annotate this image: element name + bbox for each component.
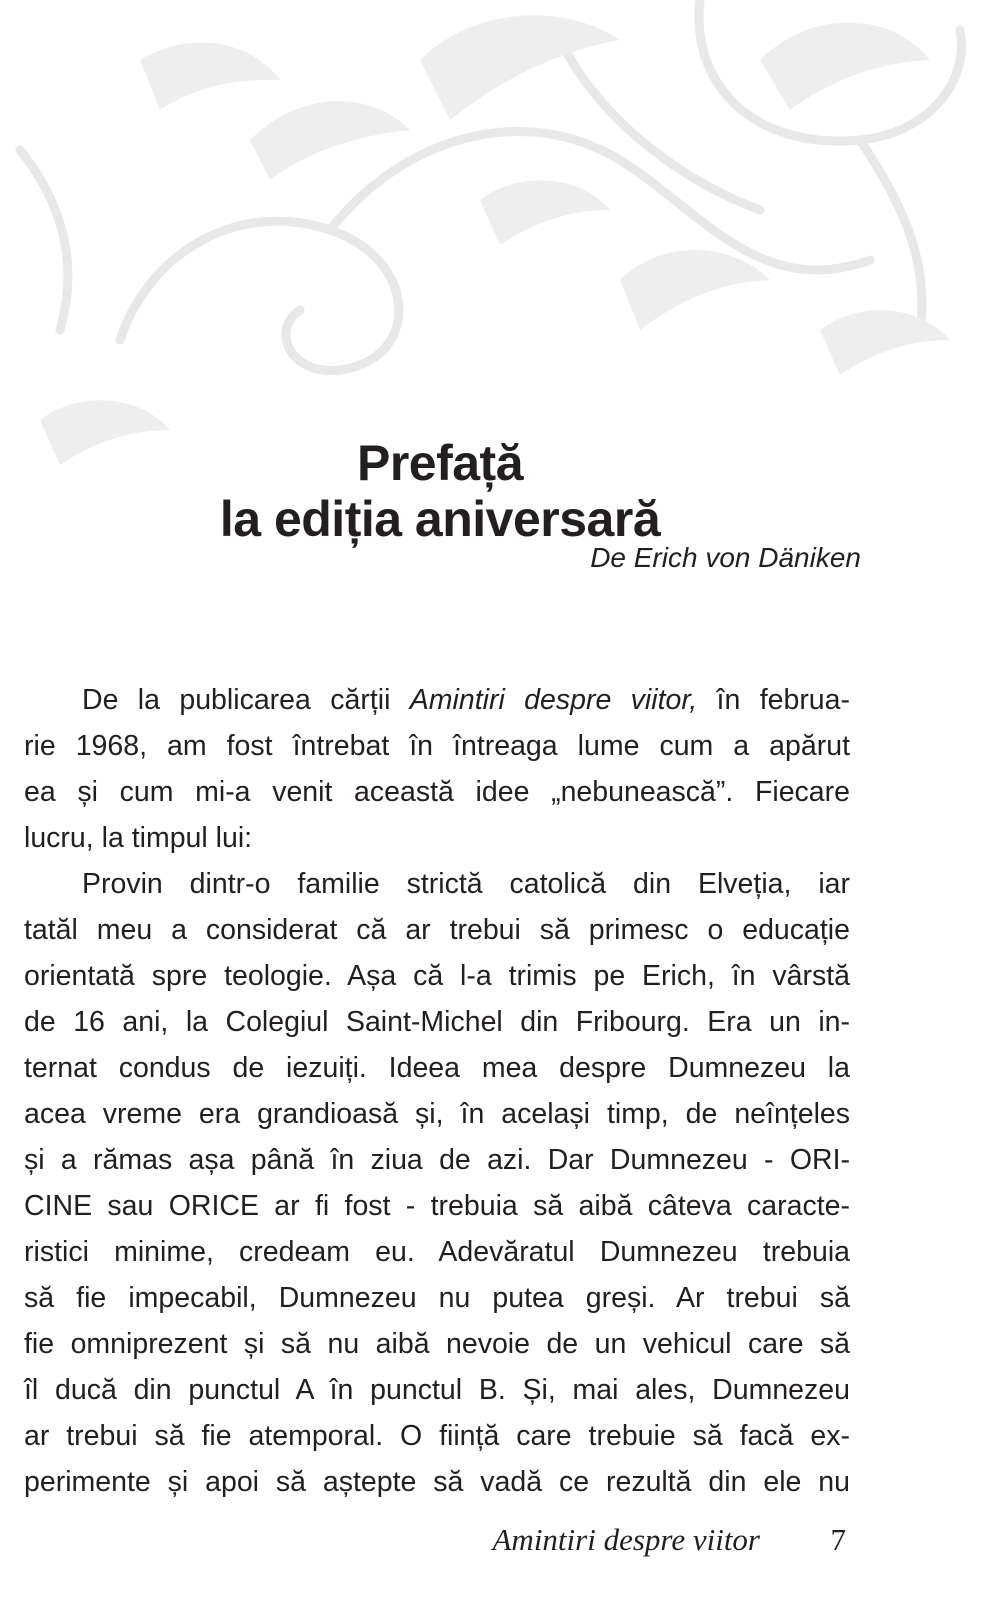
body-text xyxy=(24,677,850,1505)
paragraph-2-line-14: perimente și apoi să aștepte să vadă ce rezultă din ele nu xyxy=(24,1466,850,1498)
paragraph-1-line-2: rie 1968, am fost întrebat în întreaga lume cum a apărut xyxy=(24,730,850,762)
chapter-title-line-1: Prefață xyxy=(356,435,524,491)
paragraph-2-line-11: fie omniprezent și să nu aibă nevoie de un vehicul care să xyxy=(24,1328,850,1360)
paragraph-2-line-2: tatăl meu a considerat că ar trebui să primesc o educație xyxy=(24,914,850,946)
book-title-italic: Amintiri despre viitor, xyxy=(409,684,698,716)
paragraph-1-line-1: De la publicarea cărții Amintiri despre viitor, în februa- xyxy=(82,684,850,716)
paragraph-2-line-3: orientată spre teologie. Așa că l-a trimis pe Erich, în vârstă xyxy=(24,960,850,992)
page-footer xyxy=(0,1518,856,1562)
paragraph-2-line-7: și a rămas așa până în ziua de azi. Dar Dumnezeu - ORI- xyxy=(24,1144,850,1176)
paragraph-2-line-5: ternat condus de iezuiți. Ideea mea despre Dumnezeu la xyxy=(24,1052,850,1084)
paragraph-2-line-13: ar trebui să fie atemporal. O ființă care trebuie să facă ex- xyxy=(24,1420,850,1452)
running-footer-title: Amintiri despre viitor xyxy=(492,1522,760,1557)
paragraph-2-line-12: îl ducă din punctul A în punctul B. Și, mai ales, Dumnezeu xyxy=(24,1374,850,1406)
paragraph-2-line-10: să fie impecabil, Dumnezeu nu putea greși. Ar trebui să xyxy=(24,1282,850,1314)
page-number: 7 xyxy=(830,1522,846,1557)
paragraph-2-line-6: acea vreme era grandioasă și, în același timp, de neînțeles xyxy=(24,1098,850,1130)
paragraph-2-line-1: Provin dintr-o familie strictă catolică din Elveția, iar xyxy=(82,868,850,900)
chapter-title-line-2: la ediția aniversară xyxy=(219,491,661,547)
paragraph-2-line-4: de 16 ani, la Colegiul Saint-Michel din Fribourg. Era un in- xyxy=(24,1006,850,1038)
paragraph-1-line-4: lucru, la timpul lui: xyxy=(24,822,253,854)
paragraph-2-line-9: ristici minime, credeam eu. Adevăratul Dumnezeu trebuia xyxy=(24,1236,850,1268)
author-byline: De Erich von Däniken xyxy=(590,542,861,573)
paragraph-2-line-8: CINE sau ORICE ar fi fost - trebuia să aibă câteva caracte- xyxy=(24,1190,850,1222)
paragraph-1-line-3: ea și cum mi-a venit această idee „nebunească”. Fiecare xyxy=(24,776,850,808)
